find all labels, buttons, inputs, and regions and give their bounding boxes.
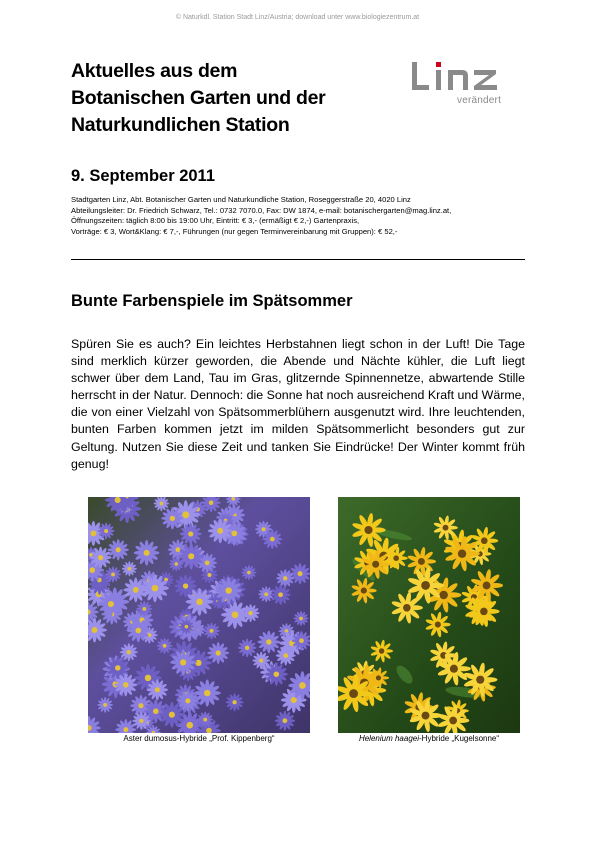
contact-info bbox=[71, 195, 525, 237]
info-line: Abteilungsleiter: Dr. Friedrich Schwarz, Tel.: 0732 7070.0, Fax: DW 1874, e-mail: botanischergarten@mag.linz.at, bbox=[71, 205, 452, 215]
helenium-caption bbox=[338, 734, 520, 743]
article-body: Spüren Sie es auch? Ein leichtes Herbstahnen liegt schon in der Luft! Die Tage sind merklich kürzer geworden, die Abende und Nächte kühler, die Luft liegt schwer über dem Land, Tau im Gras, glitzernde Spinnennetze, abwartende Stille herrscht in der Natur. Dennoch: die Sonne hat noch ausreichend Kraft und Wärme, die von einer Vielzahl von Spätsommerblühern ausgenutzt wird. Ihre leuchtenden, bunten Farben kommen jetzt im milden Spätsommerlicht besonders gut zur Geltung. Nutzen Sie diese Zeit und tanken Sie Eindrücke! Der Winter kommt früh genug! bbox=[71, 337, 525, 471]
watermark: © Naturkdl. Station Stadt Linz/Austria; download unter www.biologiezentrum.at bbox=[175, 14, 420, 21]
title-line: Aktuelles aus dem bbox=[71, 60, 238, 82]
aster-caption: Aster dumosus-Hybride „Prof. Kippenberg“ bbox=[123, 734, 275, 743]
info-line: Stadtgarten Linz, Abt. Botanischer Garten und Naturkundliche Station, Roseggerstraße 20, 4020 Linz bbox=[71, 195, 411, 204]
issue-date: 9. September 2011 bbox=[71, 167, 216, 185]
title-line: Botanischen Garten und der bbox=[71, 87, 326, 109]
article-heading: Bunte Farbenspiele im Spätsommer bbox=[71, 292, 353, 310]
info-line: Öffnungszeiten: täglich 8:00 bis 19:00 Uhr, Eintritt: € 3,- (ermäßigt € 2,-) Gartenpraxis, bbox=[71, 216, 360, 226]
caption-species: Helenium haagei bbox=[358, 734, 419, 743]
logo-subtitle: verändert bbox=[457, 95, 502, 106]
info-line: Vorträge: € 3, Wort&Klang: € 7,-, Führungen (nur gegen Terminvereinbarung mit Gruppen): € 52,- bbox=[71, 226, 398, 236]
title-line: Naturkundlichen Station bbox=[71, 114, 290, 136]
divider bbox=[71, 259, 525, 260]
helenium-photo bbox=[338, 497, 520, 733]
aster-photo bbox=[88, 497, 310, 733]
caption-rest: -Hybride „Kugelsonne“ bbox=[419, 734, 500, 743]
page-title bbox=[71, 58, 391, 139]
